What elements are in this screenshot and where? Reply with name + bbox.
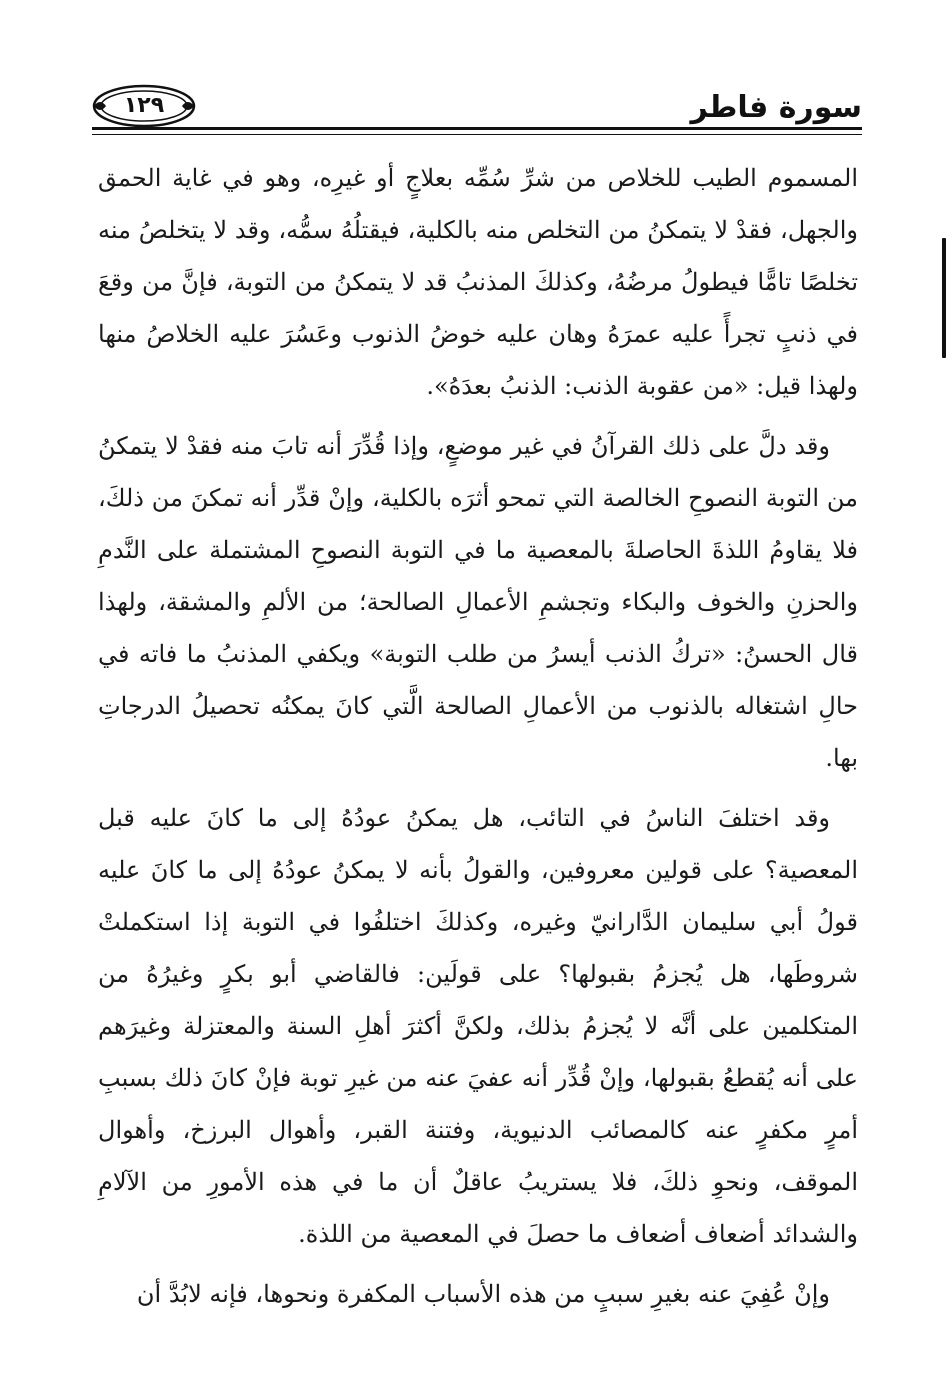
- paragraph-4: وإنْ عُفِيَ عنه بغيرِ سببٍ من هذه الأسباب المكفرة ونحوها، فإنه لابُدَّ أن: [136, 1280, 830, 1308]
- header-rule-thick: [92, 127, 862, 130]
- page-header: [92, 66, 862, 144]
- paragraph-3: وقد اختلفَ الناسُ في التائب، هل يمكنُ عودُهُ إلى ما كانَ عليه قبل المعصية؟ على قولين معروفين، والقولُ بأنه لا يمكنُ عودُهُ إلى ما كانَ عليه قولُ أبي سليمان الدَّارانيّ وغيره، وكذلكَ اختلفُوا في التوبة إذا استكملتْ شروطَها، هل يُجزمُ بقبولها؟ على قولَين: فالقاضي أبو بكرٍ وغيرُهُ من المتكلمين على أنَّه لا يُجزمُ بذلك، ولكنَّ أكثرَ أهلِ السنة والمعتزلة وغيرَهم على أنه يُقطعُ بقبولها، وإنْ قُدِّر أنه عفيَ عنه من غيرِ توبة فإنْ كانَ ذلك بسببِ أمرٍ مكفرٍ عنه كالمصائب الدنيوية، وفتنة القبر، وأهوال البرزخ، وأهوال الموقف، ونحوِ ذلكَ، فلا يستريبُ عاقلٌ أن ما في هذه الأمورِ من الآلامِ والشدائد أضعاف أضعاف ما حصلَ في المعصية من اللذة.: [98, 804, 858, 1248]
- page-body: [98, 152, 858, 1328]
- header-rule-thin: [92, 134, 862, 135]
- paragraph-2: وقد دلَّ على ذلك القرآنُ في غير موضعٍ، وإذا قُدِّرَ أنه تابَ منه فقدْ لا يتمكنُ من التوبة النصوحِ الخالصة التي تمحو أثرَه بالكلية، وإنْ قدِّر أنه تمكنَ من ذلكَ، فلا يقاومُ اللذةَ الحاصلةَ بالمعصية ما في التوبة النصوحِ المشتملة على النَّدمِ والحزنِ والخوف والبكاء وتجشمِ الأعمالِ الصالحة؛ من الألمِ والمشقة، ولهذا قال الحسنُ: «تركُ الذنب أيسرُ من طلب التوبة» ويكفي المذنبُ ما فاته في حالِ اشتغاله بالذنوب من الأعمالِ الصالحة الَّتي كانَ يمكنُه تحصيلُ الدرجاتِ بها.: [98, 432, 859, 772]
- page-edge-mark: [942, 238, 946, 358]
- page-number: ١٢٩: [123, 93, 165, 118]
- paragraph-1: المسموم الطيب للخلاص من شرِّ سُمِّه بعلاجٍ أو غيرِه، وهو في غاية الحمق والجهل، فقدْ لا يتمكنُ من التخلص منه بالكلية، فيقتلُهُ سمُّه، وقد لا يتخلصُ منه تخلصًا تامًّا فيطولُ مرضُهُ، وكذلكَ المذنبُ قد لا يتمكنُ من التوبة، فإنَّ من وقعَ في ذنبٍ تجرأً عليه عمرَهُ وهان عليه خوضُ الذنوب وعَسُرَ عليه الخلاصُ منها ولهذا قيل: «من عقوبة الذنب: الذنبُ بعدَهُ».: [98, 164, 858, 400]
- surah-title: سورة فاطر: [690, 90, 862, 125]
- page-number-badge: [92, 84, 196, 128]
